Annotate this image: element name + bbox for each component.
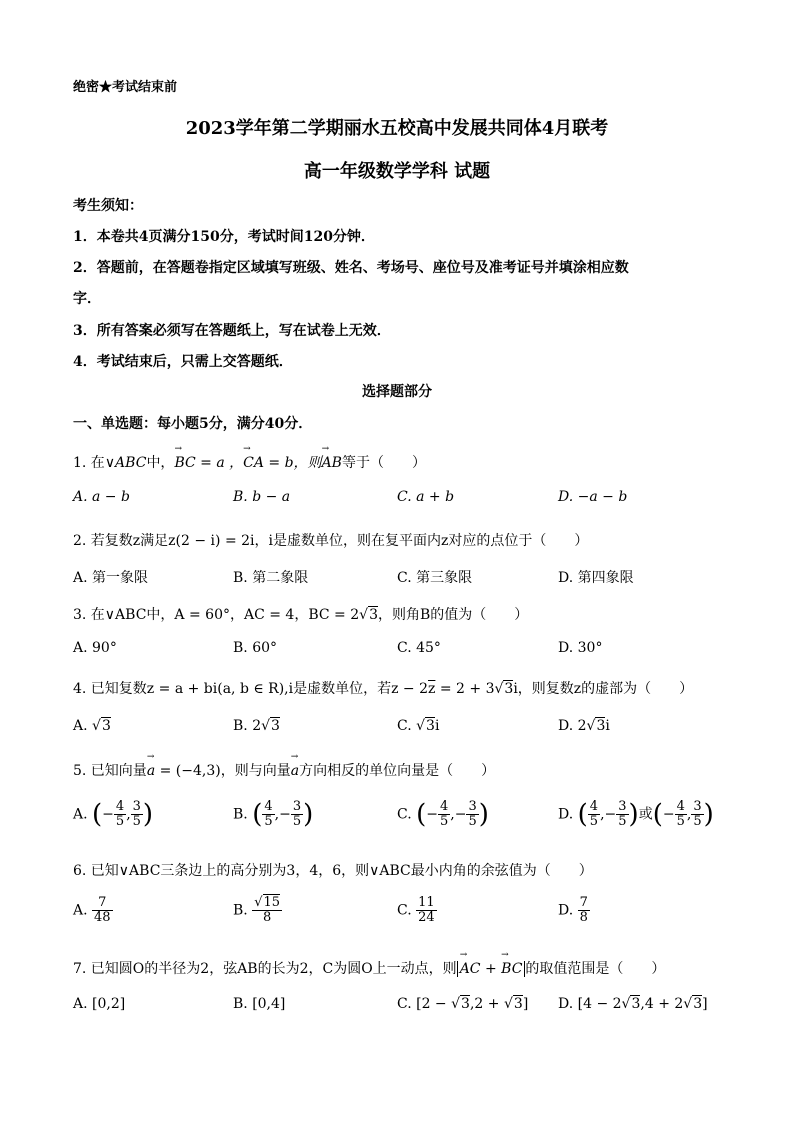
question-5-option-a[interactable]: A. (− $\frac{4}{5}$ , $\frac{3}{5}$ ) <box>73 799 154 830</box>
exam-title: 2023学年第二学期丽水五校高中发展共同体4月联考 <box>185 118 609 139</box>
question-1-option-c[interactable]: C. a + b <box>397 489 455 505</box>
question-3-option-c[interactable]: C. 45° <box>397 640 441 656</box>
notice-item: 3．所有答案必须写在答题纸上，写在试卷上无效． <box>73 323 391 339</box>
question-6-stem: 6. 已知∨ABC三条边上的高分别为3，4，6，则∨ABC最小内角的余弦值为（ ） <box>73 863 593 879</box>
question-2-option-a[interactable]: A. 第一象限 <box>73 570 149 586</box>
exam-subtitle: 高一年级数学学科 试题 <box>303 161 491 182</box>
question-6-option-d[interactable]: D. $\frac{7}{8}$ <box>558 895 588 925</box>
question-7-option-b[interactable]: B. [0,4] <box>233 996 286 1012</box>
question-3-stem: 3. 在∨ABC中，A = 60°，AC = 4，BC = 2√3，则角B的值为（ ） <box>73 607 529 623</box>
question-2-option-c[interactable]: C. 第三象限 <box>397 570 473 586</box>
section-part: 选择题部分 <box>362 384 432 400</box>
question-6-option-a[interactable]: A. $\frac{7}{48}$ <box>73 895 111 925</box>
question-7-stem: 7. 已知圆O的半径为2，弦AB的长为2，C为圆O上一动点，则 → AC + → BC 的取值范围是（ ） <box>73 958 665 978</box>
question-7-option-d[interactable]: D. [4 − 2√3,4 + 2√3] <box>558 996 708 1012</box>
question-6-option-b[interactable]: B. $\frac{√15}{8}$ <box>233 895 281 925</box>
question-7-option-a[interactable]: A. [0,2] <box>73 996 126 1012</box>
notice-item: 1．本卷共4页满分150分，考试时间120分钟． <box>73 229 375 245</box>
question-5-option-c[interactable]: C. (− $\frac{4}{5}$ ,− $\frac{3}{5}$ ) <box>397 799 489 830</box>
confidential-label: 绝密★考试结束前 <box>73 80 178 95</box>
question-4-option-a[interactable]: A. √3 <box>73 718 111 734</box>
notice-item: 2．答题前，在答题卷指定区域填写班级、姓名、考场号、座位号及准考证号并填涂相应数 <box>73 260 629 276</box>
question-1-option-b[interactable]: B. b − a <box>233 489 291 505</box>
question-3-option-b[interactable]: B. 60° <box>233 640 278 656</box>
question-4-stem: 4. 已知复数z = a + bi(a, b ∈ R),i是虚数单位，若$z - 2\overline{z} = 2 + 3√3i$，则复数z的虚部为（ ） <box>73 681 694 697</box>
question-6-option-c[interactable]: C. $\frac{11}{24}$ <box>397 895 435 925</box>
question-1-option-a[interactable]: A. a − b <box>73 489 130 505</box>
question-5-stem: 5. 已知向量→ a = (−4,3)，则与向量→ a方向相反的单位向量是（ ） <box>73 760 495 780</box>
question-1-stem: 1. 在∨ABC中，→ BC = a ，→ CA = b，则→ AB等于（ ） <box>73 452 426 472</box>
question-7-option-c[interactable]: C. [2 − √3,2 + √3] <box>397 996 529 1012</box>
question-4-option-c[interactable]: C. √3i <box>397 718 440 734</box>
question-3-option-d[interactable]: D. 30° <box>558 640 603 656</box>
question-2-option-b[interactable]: B. 第二象限 <box>233 570 309 586</box>
question-5-option-b[interactable]: B. ( $\frac{4}{5}$ ,− $\frac{3}{5}$ ) <box>233 799 314 830</box>
notice-heading: 考生须知： <box>73 198 143 214</box>
question-3-option-a[interactable]: A. 90° <box>73 640 117 656</box>
question-4-option-d[interactable]: D. 2√3i <box>558 718 610 734</box>
notice-item: 4．考试结束后，只需上交答题纸． <box>73 354 293 370</box>
question-2-option-d[interactable]: D. 第四象限 <box>558 570 634 586</box>
question-1-option-d[interactable]: D. −a − b <box>558 489 628 505</box>
notice-item: 字． <box>73 291 101 307</box>
section-heading: 一、单选题：每小题5分，满分40分． <box>73 416 313 432</box>
question-4-option-b[interactable]: B. 2√3 <box>233 718 280 734</box>
question-2-stem: 2. 若复数z满足z(2 − i) = 2i，i是虚数单位，则在复平面内z对应的点位于（ ） <box>73 533 589 549</box>
question-5-option-d[interactable]: D. ( $\frac{4}{5}$ ,− $\frac{3}{5}$ )或(− $\frac{4}{5}$ , $\frac{3}{5}$ ) <box>558 799 714 830</box>
